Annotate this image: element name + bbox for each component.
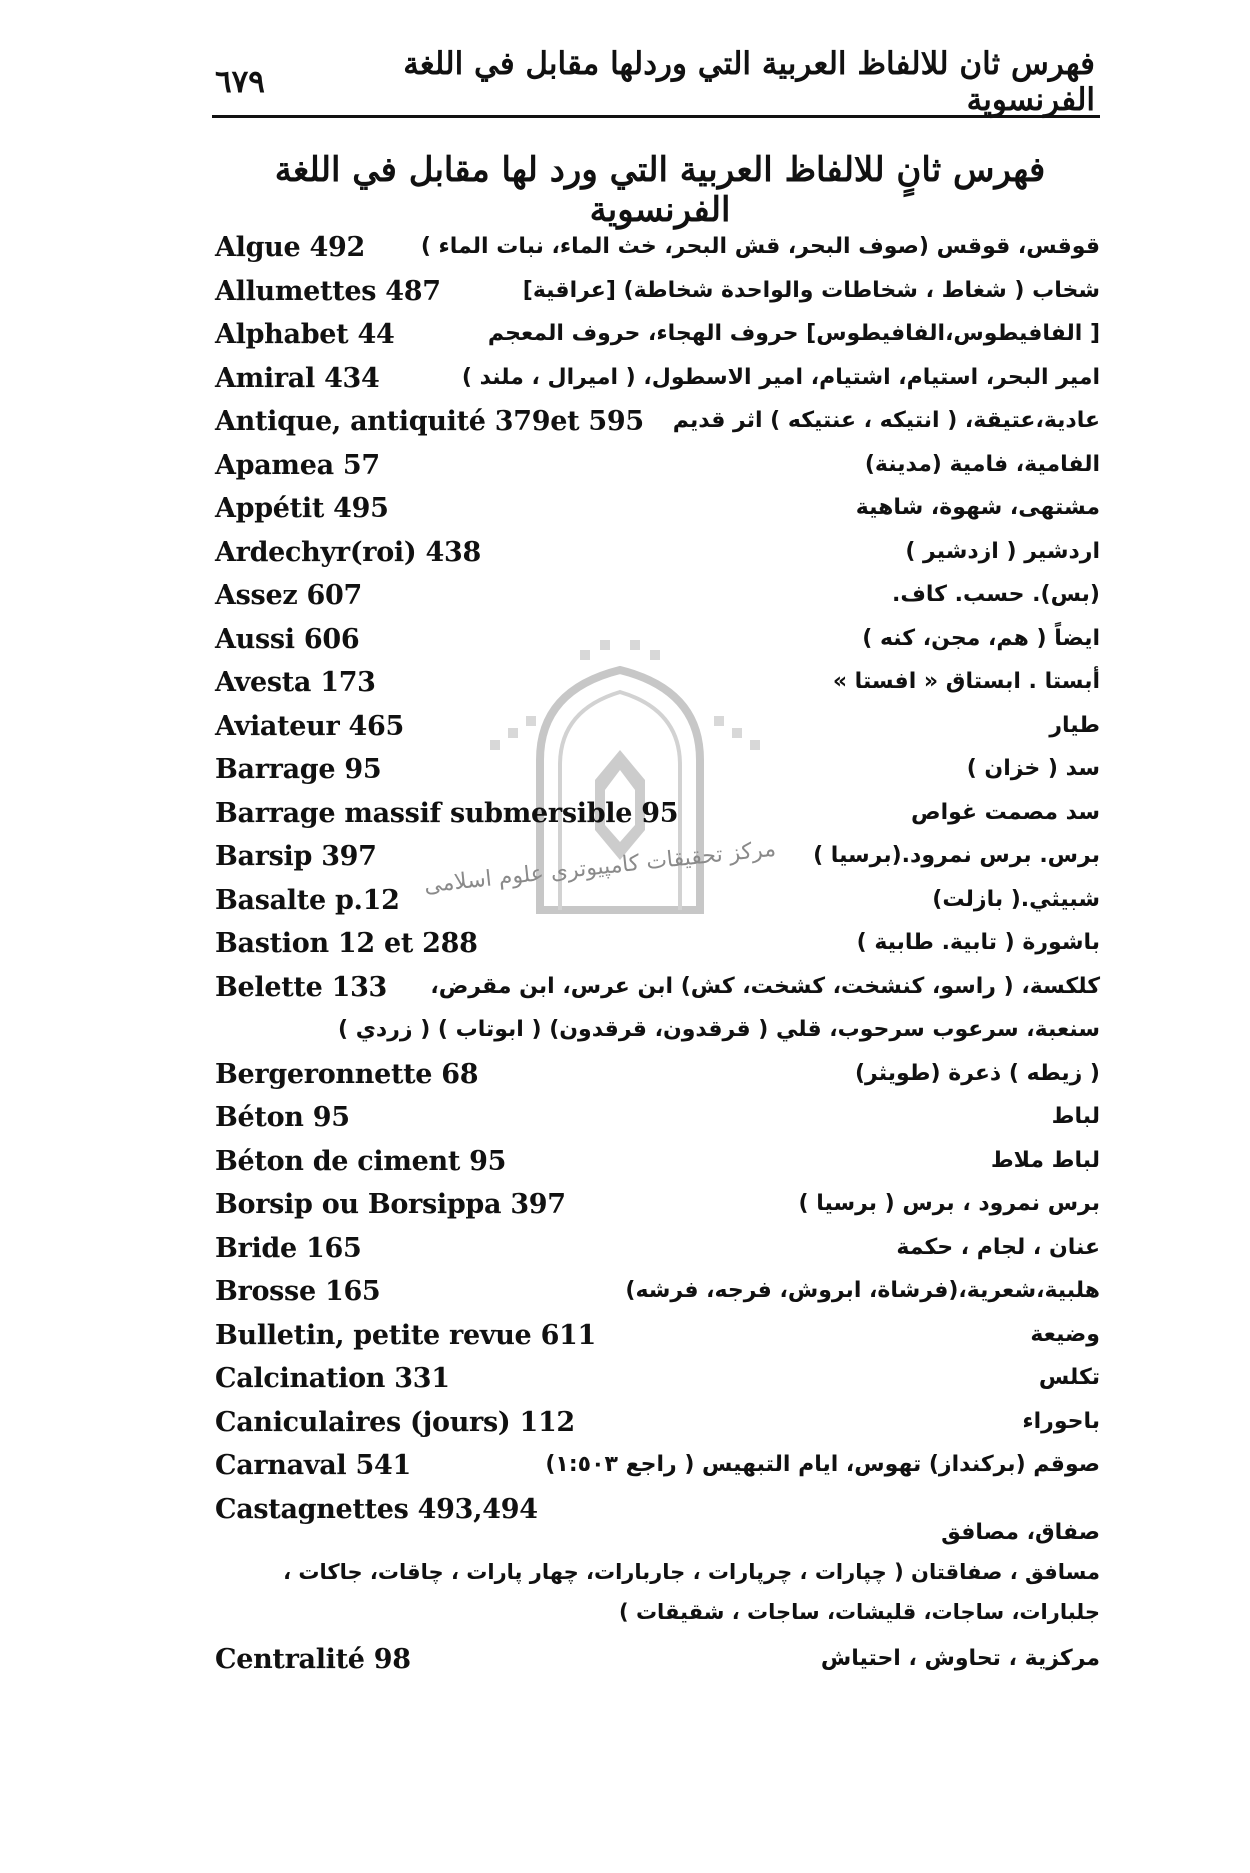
arabic-equivalents: لباط [1051,1104,1100,1129]
index-entry [215,620,1100,664]
index-entry [215,924,1100,968]
french-term [215,667,376,698]
index-entry [215,1359,1100,1403]
french-term [215,928,478,959]
page-reference: 95 [344,754,382,785]
french-term [215,1102,350,1133]
arabic-equivalents: عنان ، لجام ، حكمة [896,1234,1100,1260]
french-term-text: Barsip [215,841,313,872]
french-term [215,537,481,568]
page-reference: 379et 595 [494,406,644,437]
entry-line [215,315,1100,359]
index-entry [215,1316,1100,1360]
french-term [215,232,365,263]
entry-continuation [215,1560,1100,1600]
entry-line [215,620,1100,664]
index-entry [215,1490,1100,1640]
arabic-equivalents-continued: سنعبة، سرعوب سرحوب، قلي ( قرقدون، قرقدون) ( ابوتاب ) ( زردي ) [338,1017,1100,1042]
arabic-equivalents: صوقم (بركنداز) تهوس، ايام التبهيس ( راجع ١:٥٠٣) [545,1452,1100,1477]
header-rule [212,115,1100,118]
index-entry [215,1403,1100,1447]
index-entries [215,228,1100,1683]
arabic-equivalents: باشورة ( تابية. طابية ) [856,930,1100,955]
page-reference: 487 [385,275,441,307]
page-reference: 95 [312,1102,350,1133]
french-term [215,711,404,742]
index-entry [215,315,1100,359]
entry-continuation [215,1011,1100,1055]
french-term-text: Bastion [215,928,329,959]
french-term [215,406,644,437]
arabic-equivalents: ايضاً ( هم، مجن، كنه ) [862,625,1100,651]
french-term [215,1644,411,1675]
french-term-text: Ardechyr(roi) [215,536,417,568]
french-term-text: Apamea [215,449,334,481]
entry-line [215,1359,1100,1403]
entry-line [215,1055,1100,1099]
page-reference: 331 [394,1363,450,1394]
watermark-text: مرکز تحقیقات کامپیوتری علوم اسلامی [422,836,778,899]
arabic-equivalents-continued: جلبارات، ساجات، قليشات، ساجات ، شقيقات ) [619,1599,1100,1624]
entry-line [215,1490,1100,1560]
arabic-equivalents: لباط ملاط [990,1147,1100,1173]
french-term [215,624,359,655]
arabic-equivalents: شخاب ( شغاط ، شخاطات والواحدة شخاطة) [عراقية] [522,277,1100,303]
arabic-equivalents: هلبية،شعرية،(فرشاة، ابروش، فرجه، فرشه) [625,1278,1100,1303]
page-reference: 493,494 [417,1493,538,1525]
index-entry [215,1142,1100,1186]
french-term-text: Borsip ou Borsippa [215,1189,502,1220]
entry-line [215,1229,1100,1273]
french-term-text: Antique, antiquité [215,406,486,437]
french-term [215,450,380,481]
french-term-text: Amiral [215,362,315,394]
page-reference: 57 [342,449,380,481]
arabic-equivalents: مشتهى، شهوة، شاهية [855,495,1100,520]
arabic-equivalents: طيار [1049,712,1100,738]
entry-line [215,794,1100,838]
french-term [215,1276,380,1307]
french-term [215,1450,411,1481]
page-reference: p.12 [334,884,400,916]
index-entry [215,707,1100,751]
page-reference: 495 [333,493,389,524]
french-term-text: Barrage [215,754,336,785]
french-term [215,885,400,916]
french-term [215,580,362,611]
french-term [215,1363,450,1394]
french-term-text: Centralité [215,1643,365,1675]
page-number: ٦٧٩ [215,64,265,100]
entry-line [215,533,1100,577]
french-term-text: Bride [215,1232,297,1264]
index-entry [215,881,1100,925]
arabic-equivalents: وضيعة [1030,1321,1100,1347]
french-term-text: Carnaval [215,1450,347,1481]
page-reference: 68 [441,1058,479,1090]
index-entry [215,1185,1100,1229]
page-reference: 397 [510,1189,566,1220]
running-head [215,46,1095,118]
french-term-text: Allumettes [215,275,377,307]
french-term-text: Algue [215,232,301,263]
french-term-text: Bulletin, petite revue [215,1319,532,1351]
arabic-equivalents: عادية،عتيقة، ( انتيكه ، عنتيكه ) اثر قديم [672,408,1100,433]
index-entry [215,1272,1100,1316]
entry-line [215,228,1100,272]
arabic-equivalents: اردشير ( ازدشير ) [905,538,1100,564]
arabic-equivalents: باحوراء [1022,1408,1100,1434]
page-reference: 492 [309,232,365,263]
french-term [215,972,387,1003]
french-term-text: Calcination [215,1363,386,1394]
index-entry [215,1098,1100,1142]
page-reference: 438 [425,536,481,568]
page-reference: 434 [324,362,380,394]
index-entry [215,1229,1100,1273]
entry-line [215,402,1100,446]
index-entry [215,1055,1100,1099]
page-reference: 611 [540,1319,597,1351]
entry-line [215,1446,1100,1490]
page-reference: 165 [324,1276,381,1307]
page-reference: 95 [641,797,679,829]
french-term [215,1233,361,1264]
french-term-text: Avesta [215,667,312,698]
arabic-equivalents: (بس). حسب. كاف. [891,582,1100,607]
index-entry [215,750,1100,794]
french-term [215,319,394,350]
entry-line [215,750,1100,794]
french-term-text: Barrage massif submersible [215,797,633,829]
arabic-equivalents-continued: مسافق ، صفاقتان ( چپارات ، چرپارات ، جاربارات، چهار پارات ، چاقات، جاكات ، [283,1559,1100,1584]
arabic-equivalents: شبيثي.( بازلت) [932,886,1100,912]
index-entry [215,489,1100,533]
page-reference: 165 [305,1232,362,1264]
french-term-text: Béton de ciment [215,1145,461,1177]
index-entry [215,576,1100,620]
french-term-text: Béton [215,1102,304,1133]
index-entry [215,359,1100,403]
arabic-equivalents: تكلس [1038,1365,1100,1390]
index-entry [215,272,1100,316]
arabic-equivalents: ( زيطه ) ذعرة (طويثر) [855,1060,1100,1086]
entry-line [215,707,1100,751]
index-entry [215,446,1100,490]
french-term [215,1146,506,1177]
french-term [215,1059,478,1090]
page-reference: 98 [373,1643,411,1675]
french-term [215,754,381,785]
index-entry [215,1640,1100,1684]
entry-line [215,968,1100,1012]
arabic-equivalents: برس نمرود ، برس ( برسيا ) [798,1191,1100,1216]
page-reference: 12 et 288 [337,928,478,959]
french-term-text: Castagnettes [215,1493,409,1525]
page-reference: 112 [519,1406,575,1438]
index-entry [215,228,1100,272]
french-term-text: Aviateur [215,710,340,742]
page-reference: 95 [469,1145,507,1177]
arabic-equivalents: أبستا . ابستاق « افستا » [832,669,1100,694]
arabic-equivalents: برس. برس نمرود.(برسيا ) [813,843,1100,868]
entry-line [215,1640,1100,1684]
entry-line [215,1272,1100,1316]
entry-line [215,359,1100,403]
french-term [215,1407,575,1438]
arabic-equivalents: سد مصمت غواص [911,799,1100,825]
french-term [215,1189,566,1220]
french-term-text: Bergeronnette [215,1058,433,1090]
french-term [215,493,389,524]
french-term-text: Appétit [215,493,324,524]
entry-line [215,1403,1100,1447]
french-term-text: Alphabet [215,319,349,350]
entry-line [215,1316,1100,1360]
entry-line [215,446,1100,490]
french-term-text: Caniculaires (jours) [215,1406,511,1438]
arabic-equivalents: امير البحر، استيام، اشتيام، امير الاسطول، ( اميرال ، ملند ) [461,364,1100,390]
entry-line [215,924,1100,968]
french-term [215,841,377,872]
arabic-equivalents: الفامية، فامية (مدينة) [864,451,1100,477]
index-entry [215,837,1100,881]
french-term-text: Brosse [215,1276,316,1307]
index-entry [215,402,1100,446]
entry-line [215,837,1100,881]
french-term-text: Assez [215,580,298,611]
index-entry [215,968,1100,1055]
french-term-text: Belette [215,971,323,1003]
entry-line [215,576,1100,620]
page-reference: 44 [357,319,395,350]
entry-line [215,1142,1100,1186]
french-term-text: Basalte [215,884,326,916]
arabic-equivalents: مركزية ، تحاوش ، احتياش [820,1645,1100,1671]
entry-line [215,1185,1100,1229]
page-reference: 173 [320,667,376,698]
arabic-equivalents: صفاق، مصافق [941,1519,1100,1545]
entry-line [215,272,1100,316]
arabic-equivalents: سد ( خزان ) [966,756,1100,781]
index-entry [215,794,1100,838]
entry-line [215,1098,1100,1142]
french-term [215,1494,538,1525]
page-reference: 465 [348,710,404,742]
arabic-equivalents: [ الفافيطوس،الفافيطوس] حروف الهجاء، حروف المعجم [487,321,1100,346]
index-entry [215,1446,1100,1490]
page-reference: 397 [321,841,377,872]
page-title: فهرس ثانٍ للالفاظ العربية التي ورد لها مقابل في اللغة الفرنسوية [274,150,1046,230]
french-term [215,1320,596,1351]
entry-line [215,663,1100,707]
page-reference: 606 [303,623,360,655]
index-entry [215,663,1100,707]
index-entry [215,533,1100,577]
entry-line [215,881,1100,925]
page-reference: 133 [331,971,388,1003]
entry-continuation [215,1600,1100,1640]
running-title: فهرس ثان للالفاظ العربية التي وردلها مقابل في اللغة الفرنسوية [403,46,1095,118]
entry-line [215,489,1100,533]
french-term [215,798,678,829]
arabic-equivalents: كلكسة، ( راسو، كنشخت، كشخت، كش) ابن عرس، ابن مقرض، [430,973,1100,999]
page-reference: 607 [306,580,362,611]
page-reference: 541 [355,1450,411,1481]
french-term [215,363,380,394]
french-term-text: Aussi [215,623,295,655]
arabic-equivalents: قوقس، قوقس (صوف البحر، قش البحر، خث الماء، نبات الماء ) [420,234,1100,259]
french-term [215,276,441,307]
